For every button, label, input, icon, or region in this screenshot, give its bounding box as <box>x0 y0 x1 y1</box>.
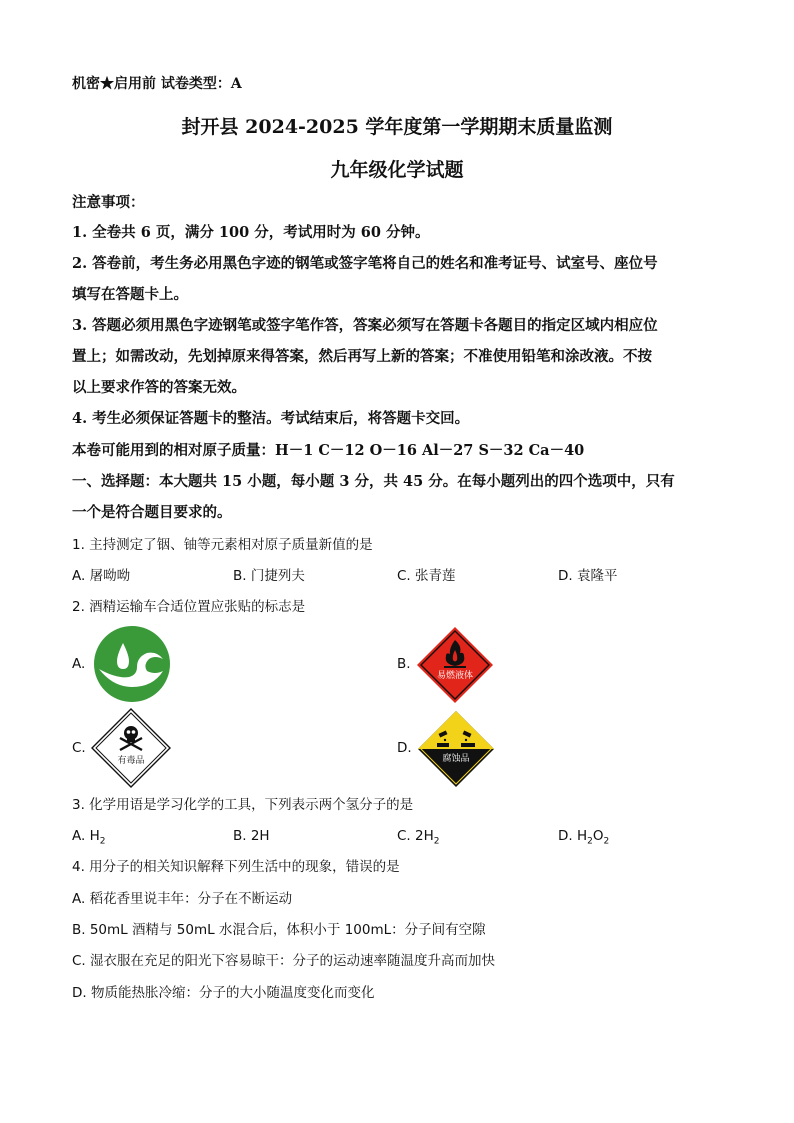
q1-option-d: D. 袁隆平 <box>558 568 618 584</box>
notice-item-2-cont: 填写在答题卡上。 <box>72 286 188 303</box>
q2-stem: 2. 酒精运输车合适位置应张贴的标志是 <box>72 599 306 615</box>
q1-option-b: B. 门捷列夫 <box>233 568 305 584</box>
q3-option-a: A. $H_2$ <box>72 828 106 847</box>
flammable-liquid-sign <box>416 626 494 704</box>
corrosive-sign <box>417 710 495 788</box>
notice-item-3-cont: 置上；如需改动，先划掉原来得答案，然后再写上新的答案；不准使用铅笔和涂改液。不按 <box>72 348 652 365</box>
q3-option-b: B. 2H <box>233 828 270 844</box>
water-saving-sign <box>93 625 171 703</box>
q4-stem: 4. 用分子的相关知识解释下列生活中的现象，错误的是 <box>72 859 400 875</box>
toxic-sign <box>91 708 171 788</box>
sign-c-text: 有毒品 <box>117 756 145 766</box>
section1-intro: 一、选择题：本大题共 15 小题，每小题 3 分，共 45 分。在每小题列出的四个选项中，只有 <box>72 473 675 490</box>
atomic-masses: 本卷可能用到的相对原子质量：H－1 C－12 O－16 Al－27 S－32 Ca－40 <box>72 442 585 459</box>
q4-option-d: D. 物质能热胀冷缩：分子的大小随温度变化而变化 <box>72 985 375 1001</box>
exam-subtitle: 九年级化学试题 <box>330 159 464 181</box>
exam-title: 封开县 2024-2025 学年度第一学期期末质量监测 <box>181 116 613 138</box>
sign-d-text: 腐蚀品 <box>442 754 470 764</box>
q3-stem: 3. 化学用语是学习化学的工具，下列表示两个氢分子的是 <box>72 797 414 813</box>
q2-label-b: B. <box>397 656 411 672</box>
q1-option-a: A. 屠呦呦 <box>72 568 131 584</box>
q2-label-d: D. <box>397 740 412 756</box>
q1-stem: 1. 主持测定了铟、铀等元素相对原子质量新值的是 <box>72 537 373 553</box>
notice-item-1: 1. 全卷共 6 页，满分 100 分，考试用时为 60 分钟。 <box>72 224 430 241</box>
q4-option-b: B. 50mL 酒精与 50mL 水混合后，体积小于 100mL：分子间有空隙 <box>72 922 486 938</box>
q1-option-c: C. 张青莲 <box>397 568 456 584</box>
notice-item-3: 3. 答题必须用黑色字迹钢笔或签字笔作答，答案必须写在答题卡各题目的指定区域内相应位 <box>72 317 658 334</box>
q4-option-a: A. 稻花香里说丰年：分子在不断运动 <box>72 891 293 907</box>
q3-option-c: C. $2H_2$ <box>397 828 440 847</box>
secret-label: 机密★启用前 试卷类型：A <box>72 76 242 92</box>
q2-label-c: C. <box>72 740 86 756</box>
q2-label-a: A. <box>72 656 86 672</box>
notice-item-2: 2. 答卷前，考生务必用黑色字迹的钢笔或签字笔将自己的姓名和准考证号、试室号、座位号 <box>72 255 658 272</box>
notice-item-4: 4. 考生必须保证答题卡的整洁。考试结束后，将答题卡交回。 <box>72 410 470 427</box>
notice-item-3-cont2: 以上要求作答的答案无效。 <box>72 379 246 396</box>
sign-b-text: 易燃液体 <box>436 671 474 681</box>
section1-intro-cont: 一个是符合题目要求的。 <box>72 504 232 521</box>
q3-option-d: D. $H_2O_2$ <box>558 828 610 847</box>
q4-option-c: C. 湿衣服在充足的阳光下容易晾干：分子的运动速率随温度升高而加快 <box>72 953 496 969</box>
notice-heading: 注意事项： <box>72 194 145 211</box>
